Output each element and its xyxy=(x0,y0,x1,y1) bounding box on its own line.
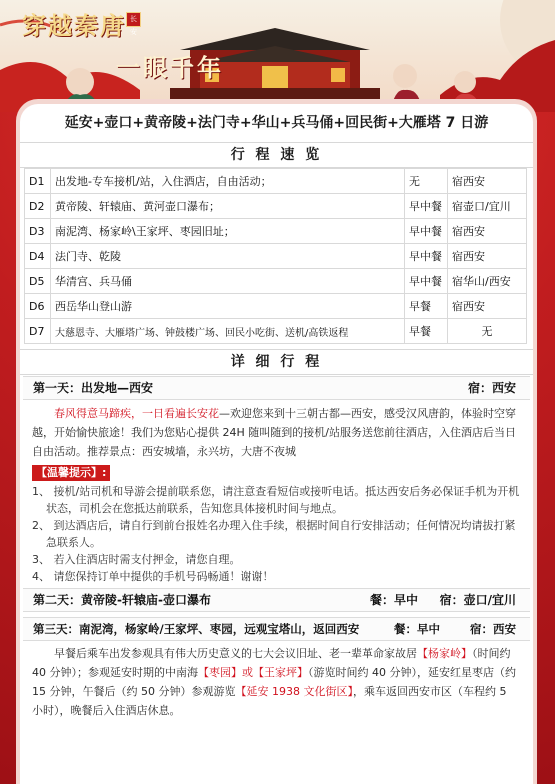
day-cell: D5 xyxy=(25,269,51,294)
meals-cell: 早中餐 xyxy=(405,269,448,294)
overview-row xyxy=(25,219,527,244)
hotel-cell: 宿西安 xyxy=(448,294,527,319)
day3-text-1: 早餐后乘车出发参观具有伟大历史意义的七大会议旧址、老一辈革命家故居 xyxy=(54,647,417,660)
day3-meal: 餐：早中 xyxy=(394,622,440,636)
overview-row xyxy=(25,294,527,319)
hotel-cell: 宿华山/西安 xyxy=(448,269,527,294)
route-cell: 华清宫、兵马俑 xyxy=(51,269,405,294)
day3-highlight-3: 【延安 1938 文化街区】 xyxy=(235,685,353,698)
tip-item: 1、 接机/站司机和导游会提前联系您，请注意查看短信或接听电话。抵达西安后务必保证手机为开机状态，司机会在您抵达前联系，告知您具体接机时间与地点。 xyxy=(32,485,520,515)
day3-text-4: ，乘车返回西安市区（车程约 5 小时），晚餐后入住酒店休息。 xyxy=(32,685,507,717)
tip-item: 2、 到达酒店后，请自行到前台报姓名办理入住手续，根据时间自行安排活动；任何情况均请拔打紧急联系人。 xyxy=(32,519,516,549)
overview-table xyxy=(24,168,527,344)
meals-cell: 早中餐 xyxy=(405,244,448,269)
hotel-cell: 无 xyxy=(448,319,527,344)
hotel-cell: 宿壶口/宜川 xyxy=(448,194,527,219)
route-cell: 法门寺、乾陵 xyxy=(51,244,405,269)
overview-row xyxy=(25,194,527,219)
overview-row xyxy=(25,169,527,194)
day-cell: D4 xyxy=(25,244,51,269)
day3-text-3: （游览时间约 40 分钟），延安红星枣店（约 15 分钟，午餐后（约 50 分钟）参观游览 xyxy=(32,666,516,698)
itinerary-sheet xyxy=(20,104,533,784)
slogan: 一眼千年 xyxy=(116,53,224,82)
day1-text: —欢迎您来到十三朝古都—西安，感受汉风唐韵，体验时空穿越，开始愉快旅途！我们为您贴心提供 24H 随叫随到的接机/站服务送您前往酒店，入住酒店后当日自由活动。推荐景点：西安城墙，永兴坊，大唐不夜城 xyxy=(32,407,516,458)
route-cell: 大慈恩寺、大雁塔广场、钟鼓楼广场、回民小吃街、送机/高铁返程 xyxy=(51,319,405,344)
meals-cell: 早餐 xyxy=(405,294,448,319)
tips-list xyxy=(32,483,520,585)
route-cell: 南泥湾、杨家岭\王家坪、枣园旧址； xyxy=(51,219,405,244)
hotel-cell: 宿西安 xyxy=(448,219,527,244)
day1-bar xyxy=(23,376,530,400)
day1-highlight: 春风得意马蹄疾，一日看遍长安花 xyxy=(54,407,219,420)
meals-cell: 无 xyxy=(405,169,448,194)
day-cell: D2 xyxy=(25,194,51,219)
route-cell: 西岳华山登山游 xyxy=(51,294,405,319)
day2-title: 第二天：黄帝陵-轩辕庙-壶口瀑布 xyxy=(33,593,211,607)
day1-title: 第一天：出发地—西安 xyxy=(33,381,154,395)
tips-title: 【温馨提示】: xyxy=(32,465,110,481)
route-cell: 出发地-专车接机/站，入住酒店，自由活动； xyxy=(51,169,405,194)
hotel-cell: 宿西安 xyxy=(448,169,527,194)
day3-highlight-2: 【枣园】或【王家坪】 xyxy=(198,666,308,679)
meals-cell: 早餐 xyxy=(405,319,448,344)
overview-row xyxy=(25,244,527,269)
day-cell: D3 xyxy=(25,219,51,244)
day-cell: D1 xyxy=(25,169,51,194)
day3-stay: 宿：西安 xyxy=(470,622,516,636)
tour-title: 延安+壶口+黄帝陵+法门寺+华山+兵马俑+回民街+大雁塔 7 日游 xyxy=(64,115,489,131)
day1-stay: 宿：西安 xyxy=(467,381,516,395)
day2-bar xyxy=(23,588,530,612)
day3-description xyxy=(32,644,520,720)
overview-heading: 行 程 速 览 xyxy=(20,142,533,168)
day2-meal: 餐：早中 xyxy=(369,593,418,607)
meals-cell: 早中餐 xyxy=(405,194,448,219)
day3-bar xyxy=(23,617,530,641)
day-cell: D6 xyxy=(25,294,51,319)
day2-stay: 宿：壶口/宜川 xyxy=(439,593,516,607)
brand-seal: 长安 xyxy=(126,12,141,27)
day-cell: D7 xyxy=(25,319,51,344)
hotel-cell: 宿西安 xyxy=(448,244,527,269)
overview-row xyxy=(25,269,527,294)
overview-row xyxy=(25,319,527,344)
day1-description xyxy=(32,404,520,461)
day3-title: 第三天：南泥湾，杨家岭/王家坪、枣园，远观宝塔山，返回西安 xyxy=(33,622,360,636)
tip-item: 3、 若入住酒店时需支付押金，请您自理。 xyxy=(32,553,241,566)
meals-cell: 早中餐 xyxy=(405,219,448,244)
day3-text-2: （时间约 40 分钟）；参观延安时期的中南海 xyxy=(32,647,511,679)
detail-heading: 详 细 行 程 xyxy=(20,349,533,375)
brand-title: 穿越秦唐 xyxy=(22,11,126,40)
route-cell: 黄帝陵、轩辕庙、黄河壶口瀑布； xyxy=(51,194,405,219)
day3-highlight-1: 【杨家岭】 xyxy=(417,647,472,660)
tip-item: 4、 请您保持订单中提供的手机号码畅通！谢谢！ xyxy=(32,570,274,583)
